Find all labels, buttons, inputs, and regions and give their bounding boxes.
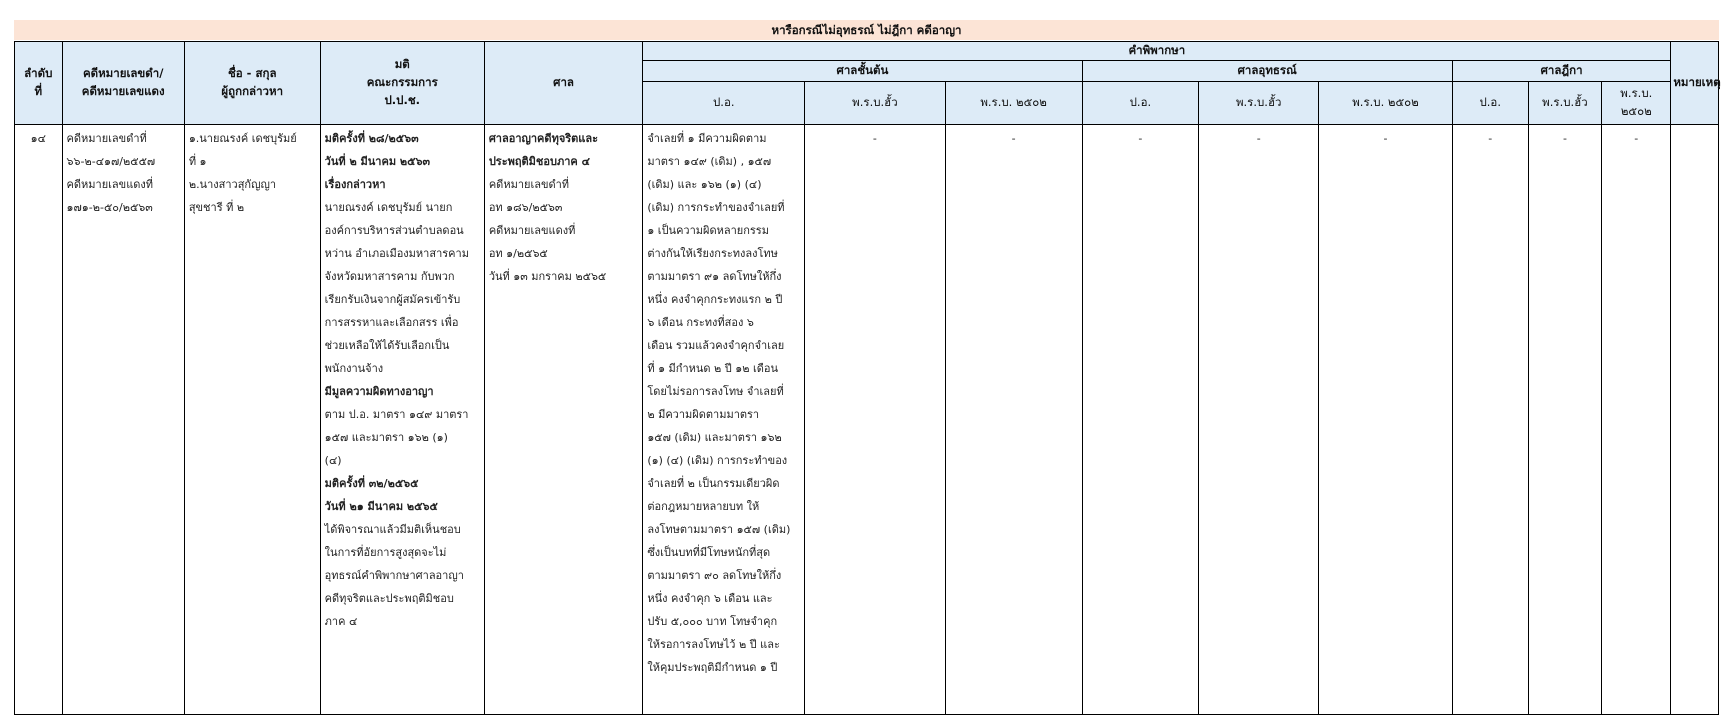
header-first-act-old: พ.ร.บ.ฮั้ว xyxy=(805,82,945,125)
resolution-2-line: คดีทุจริตและประพฤติมิชอบ xyxy=(324,592,454,605)
header-supreme-act-old: พ.ร.บ.ฮั้ว xyxy=(1528,82,1602,125)
resolution-1-date: วันที่ ๒ มีนาคม ๒๕๖๓ xyxy=(324,155,430,168)
resolution-1-title: มติครั้งที่ ๒๘/๒๕๖๓ xyxy=(324,132,419,145)
header-appeal-court: ศาลอุทธรณ์ xyxy=(1082,61,1452,82)
resolution-subject-line: การสรรหาและเลือกสรร เพื่อ xyxy=(324,316,459,329)
resolution-subject-label: เรื่องกล่าวหา xyxy=(324,178,386,191)
resolution-subject-line: เรียกรับเงินจากผู้สมัครเข้ารับ xyxy=(324,293,461,306)
row-appeal-criminal-code: - xyxy=(1082,125,1199,715)
resolution-subject-line: นายณรงค์ เดชบุรัมย์ นายก xyxy=(324,201,453,214)
judgment-line: ให้คุมประพฤติมีกำหนด ๑ ปี xyxy=(647,661,778,674)
header-appeal-act-2502: พ.ร.บ. ๒๕๐๒ xyxy=(1319,82,1453,125)
row-appeal-act-2502: - xyxy=(1319,125,1453,715)
resolution-subject-line: หว่าน อำเภอเมืองมหาสารคาม xyxy=(324,247,469,260)
row-nacc-resolution xyxy=(320,125,484,715)
header-nacc-resolution xyxy=(320,42,484,125)
row-supreme-act-old: - xyxy=(1528,125,1602,715)
sheet-title: หารือกรณีไม่อุทธรณ์ ไม่ฎีกา คดีอาญา xyxy=(14,20,1719,40)
case-table xyxy=(14,41,1719,715)
row-court xyxy=(484,125,643,715)
row-case-number xyxy=(62,125,184,715)
court-line: อท ๑/๒๕๖๕ xyxy=(488,247,548,260)
judgment-line: ที่ ๑ มีกำหนด ๒ ปี ๑๒ เดือน xyxy=(647,362,779,375)
header-remarks: หมายเหตุ xyxy=(1671,42,1719,125)
header-court: ศาล xyxy=(484,42,643,125)
resolution-offense-label: มีมูลความผิดทางอาญา xyxy=(324,385,434,398)
court-title-line: ประพฤติมิชอบภาค ๔ xyxy=(488,155,590,168)
header-case-line-2: คดีหมายเลขแดง xyxy=(81,84,165,98)
judgment-line: หนึ่ง คงจำคุกกระทงแรก ๒ ปี xyxy=(647,293,783,306)
case-line: คดีหมายเลขดำที่ xyxy=(66,132,147,145)
court-title-line: ศาลอาญาคดีทุจริตและ xyxy=(488,132,599,145)
row-supreme-act-2502: - xyxy=(1602,125,1671,715)
judgment-line: เดือน รวมแล้วคงจำคุกจำเลย xyxy=(647,339,785,352)
judgment-line: ต่างกันให้เรียงกระทงลงโทษ xyxy=(647,247,778,260)
case-line: ๑๗๑-๒-๕๐/๒๕๖๓ xyxy=(66,201,153,214)
row-accused-name xyxy=(184,125,320,715)
case-line: คดีหมายเลขแดงที่ xyxy=(66,178,154,191)
court-line: อท ๑๘๖/๒๕๖๓ xyxy=(488,201,563,214)
header-judgment: คำพิพากษา xyxy=(643,42,1671,61)
row-remarks xyxy=(1671,125,1719,715)
row-seq: ๑๔ xyxy=(15,125,63,715)
judgment-line: ตามมาตรา ๙๐ ลดโทษให้กึ่ง xyxy=(647,569,782,582)
judgment-line: จำเลยที่ ๑ มีความผิดตาม xyxy=(647,132,767,145)
header-appeal-act-old: พ.ร.บ.ฮั้ว xyxy=(1199,82,1319,125)
resolution-offense-line: (๔) xyxy=(324,454,342,467)
judgment-line: (เดิม) และ ๑๖๒ (๑) (๔) xyxy=(647,178,762,191)
name-line: ๒.นางสาวสุกัญญา xyxy=(188,178,276,191)
row-supreme-criminal-code: - xyxy=(1452,125,1528,715)
name-line: สุขชารี ที่ ๒ xyxy=(188,201,245,214)
resolution-subject-line: พนักงานจ้าง xyxy=(324,362,384,375)
judgment-line: ปรับ ๕,๐๐๐ บาท โทษจำคุก xyxy=(647,615,778,628)
row-first-act-2502: - xyxy=(945,125,1082,715)
judgment-line: ต่อกฎหมายหลายบท ให้ xyxy=(647,500,760,513)
header-seq-line-2: ที่ xyxy=(34,84,43,98)
header-supreme-criminal-code: ป.อ. xyxy=(1452,82,1528,125)
row-first-act-old: - xyxy=(805,125,945,715)
header-resolution-line-1: มติ xyxy=(394,57,410,71)
judgment-line: ๒ มีความผิดตามมาตรา xyxy=(647,408,760,421)
header-seq-line-1: ลำดับ xyxy=(24,66,53,80)
resolution-2-line: อุทธรณ์คำพิพากษาศาลอาญา xyxy=(324,569,464,582)
judgment-line: ลงโทษตามมาตรา ๑๕๗ (เดิม) xyxy=(647,523,791,536)
resolution-subject-line: จังหวัดมหาสารคาม กับพวก xyxy=(324,270,455,283)
judgment-line: (เดิม) การกระทำของจำเลยที่ xyxy=(647,201,785,214)
header-accused-name xyxy=(184,42,320,125)
header-name-line-1: ชื่อ - สกุล xyxy=(227,66,277,80)
header-first-act-2502: พ.ร.บ. ๒๕๐๒ xyxy=(945,82,1082,125)
judgment-line: (๑) (๔) (เดิม) การกระทำของ xyxy=(647,454,788,467)
resolution-2-title: มติครั้งที่ ๓๒/๒๕๖๕ xyxy=(324,477,419,490)
header-supreme-act-2502 xyxy=(1602,82,1671,125)
header-case-line-1: คดีหมายเลขดำ/ xyxy=(82,66,164,80)
court-line: คดีหมายเลขแดงที่ xyxy=(488,224,576,237)
court-line: คดีหมายเลขดำที่ xyxy=(488,178,570,191)
resolution-offense-line: ตาม ป.อ. มาตรา ๑๔๙ มาตรา xyxy=(324,408,469,421)
header-seq xyxy=(15,42,63,125)
header-case-number xyxy=(62,42,184,125)
header-name-line-2: ผู้ถูกกล่าวหา xyxy=(221,84,284,98)
resolution-subject-line: องค์การบริหารส่วนตำบลดอน xyxy=(324,224,464,237)
resolution-subject-line: ช่วยเหลือให้ได้รับเลือกเป็น xyxy=(324,339,450,352)
name-line: ๑.นายณรงค์ เดชบุรัมย์ xyxy=(188,132,297,145)
header-first-criminal-code: ป.อ. xyxy=(643,82,805,125)
judgment-line: ๖ เดือน กระทงที่สอง ๖ xyxy=(647,316,754,329)
header-resolution-line-3: ป.ป.ช. xyxy=(384,93,420,107)
resolution-2-line: ในการที่อัยการสูงสุดจะไม่ xyxy=(324,546,447,559)
judgment-line: ให้รอการลงโทษไว้ ๒ ปี และ xyxy=(647,638,780,651)
header-supreme-act-2502-line-1: พ.ร.บ. xyxy=(1620,86,1653,100)
judgment-line: มาตรา ๑๔๙ (เดิม) , ๑๕๗ xyxy=(647,155,772,168)
header-appeal-criminal-code: ป.อ. xyxy=(1082,82,1199,125)
header-first-instance-court: ศาลชั้นต้น xyxy=(643,61,1082,82)
row-first-instance-criminal-code xyxy=(643,125,805,715)
court-line: วันที่ ๑๓ มกราคม ๒๕๖๕ xyxy=(488,270,607,283)
resolution-offense-line: ๑๕๗ และมาตรา ๑๖๒ (๑) xyxy=(324,431,448,444)
header-supreme-act-2502-line-2: ๒๕๐๒ xyxy=(1620,104,1652,118)
table-row xyxy=(15,125,1719,715)
header-resolution-line-2: คณะกรรมการ xyxy=(366,75,438,89)
resolution-2-line: ภาค ๔ xyxy=(324,615,358,628)
resolution-2-line: ได้พิจารณาแล้วมีมติเห็นชอบ xyxy=(324,523,461,536)
judgment-line: หนึ่ง คงจำคุก ๖ เดือน และ xyxy=(647,592,773,605)
judgment-line: ๑๕๗ (เดิม) และมาตรา ๑๖๒ xyxy=(647,431,782,444)
resolution-2-date: วันที่ ๒๑ มีนาคม ๒๕๖๕ xyxy=(324,500,438,513)
judgment-line: ตามมาตรา ๙๑ ลดโทษให้กึ่ง xyxy=(647,270,782,283)
row-appeal-act-old: - xyxy=(1199,125,1319,715)
case-line: ๖๖-๒-๔๑๗/๒๕๕๗ xyxy=(66,155,156,168)
judgment-line: ๑ เป็นความผิดหลายกรรม xyxy=(647,224,769,237)
header-supreme-court: ศาลฎีกา xyxy=(1452,61,1671,82)
judgment-line: จำเลยที่ ๒ เป็นกรรมเดียวผิด xyxy=(647,477,780,490)
name-line: ที่ ๑ xyxy=(188,155,207,168)
judgment-line: โดยไม่รอการลงโทษ จำเลยที่ xyxy=(647,385,784,398)
judgment-line: ซึ่งเป็นบทที่มีโทษหนักที่สุด xyxy=(647,546,771,559)
